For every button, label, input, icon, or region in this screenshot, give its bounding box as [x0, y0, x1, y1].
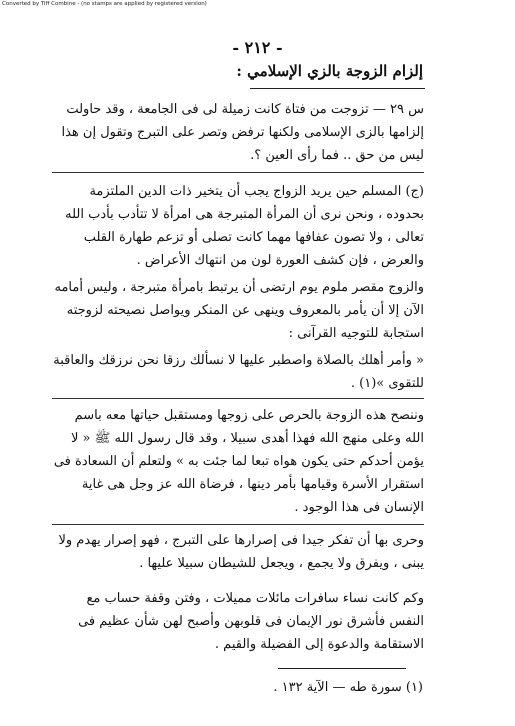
footnote-separator	[278, 668, 406, 669]
quran-quote-paragraph	[52, 349, 424, 395]
section-divider	[52, 172, 424, 173]
question-paragraph	[52, 98, 424, 167]
body-paragraph	[52, 587, 424, 656]
body-paragraph	[52, 404, 424, 519]
section-heading: إلزام الزوجة بالزي الإسلامي :	[236, 62, 423, 80]
footnote: (١) سورة طه — الآية ١٣٢ .	[273, 680, 423, 695]
closing-paragraph-text: وكم كانت نساء سافرات مائلات مميلات ، وفتن وقفة حساب مع النفس فأشرق نور الإيمان فى قلوبهن وأصبح لهن شأن عظيم فى الاستقامة والدعوة إلى الفضيلة والقيم .	[78, 591, 424, 652]
section-divider	[52, 398, 424, 399]
converter-notice: Converted by Tiff Combine - (no stamps are applied by registered version)	[2, 1, 207, 7]
heading-underline	[250, 88, 425, 89]
husband-paragraph-text: والزوج مقصر ملوم يوم ارتضى أن يرتبط بامرأة متبرجة ، وليس أمامه الآن إلا أن يأمر بالمعروف وينهى عن المنكر ويواصل نصيحته لزوجته استجابة للتوجيه القرآنى :	[54, 280, 424, 341]
warning-paragraph-text: وحرى بها أن تفكر جيدا فى إصرارها على التبرج ، فهو إصرار يهدم ولا يبنى ، ويفرق ولا يجمع ، ويجعل للشيطان سبيلا عليها .	[58, 533, 424, 571]
body-paragraph	[52, 276, 424, 345]
answer-text: (ج) المسلم حين يريد الزواج يجب أن يتخير ذات الدين الملتزمة بحدوده ، ونحن نرى أن المرأة المتبرجة هى امرأة لا تتأدب بأدب الله تعالى ، ولا تصون عفافها مهما كانت تصلى أو تزعم طهارة القلب والعرض ، فإن كشف العورة لون من انتهاك الأعراض .	[65, 184, 424, 268]
quran-quote-text: « وأمر أهلك بالصلاة واصطبر عليها لا نسألك رزقا نحن نرزقك والعاقبة للتقوى »(١) .	[53, 353, 424, 391]
section-divider	[52, 524, 424, 525]
page-number: - ٢١٢ -	[232, 38, 283, 57]
question-text: س ٢٩ — تزوجت من فتاة كانت زميلة لى فى الجامعة ، وقد حاولت إلزامها بالزى الإسلامى ولكنها ترفض وتصر على التبرج وتقول إن هذا ليس من حق .. فما رأى العين ؟.	[61, 102, 424, 163]
answer-paragraph	[52, 180, 424, 272]
advice-paragraph-text: وننصح هذه الزوجة بالحرص على زوجها ومستقبل حياتها معه باسم الله وعلى منهج الله فهذا أهدى سبيلا ، وقد قال رسول الله ﷺ « لا يؤمن أحدكم حتى يكون هواه تبعا لما جئت به » ولتعلم أن السعادة فى استقرار الأسرة وقيامها بأمر دينها ، فرضاة الله عز وجل هى غاية الإنسان فى هذا الوجود .	[53, 408, 424, 515]
body-paragraph	[52, 529, 424, 575]
